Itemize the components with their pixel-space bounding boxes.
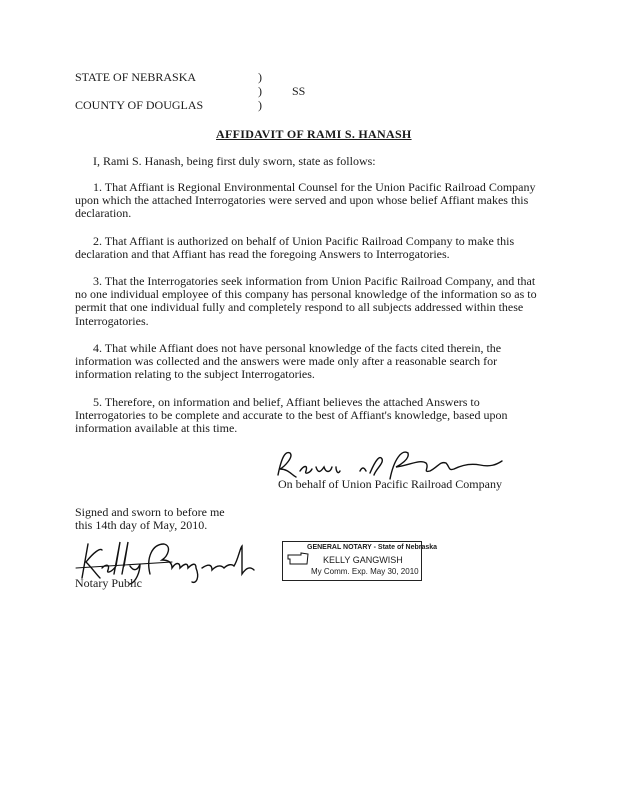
stamp-line-1: GENERAL NOTARY - State of Nebraska [307, 544, 438, 551]
stamp-line-3: My Comm. Exp. May 30, 2010 [311, 567, 419, 576]
stamp-line-2: KELLY GANGWISH [323, 555, 403, 565]
jurat-line-2: this 14th day of May, 2010. [75, 518, 208, 532]
paragraph-4: 4. That while Affiant does not have personal knowledge of the facts cited therein, the information was collected and the answers were made only after a reasonable search for information relating to the subject Interrogatories. [75, 341, 502, 382]
paragraph-3: 3. That the Interrogatories seek information from Union Pacific Railroad Company, and that no one individual employee of this company has personal knowledge of the information so as to permit that one individual fully and completely respond to all subjects addressed within these Interrogatories. [75, 274, 537, 328]
intro-statement: I, Rami S. Hanash, being first duly sworn, state as follows: [93, 154, 376, 168]
caption-paren: ) [258, 70, 262, 84]
affiant-block: On behalf of Union Pacific Railroad Company [278, 477, 502, 491]
document-title: AFFIDAVIT OF RAMI S. HANASH [216, 127, 412, 141]
jurat-line-1: Signed and sworn to before me [75, 505, 225, 519]
caption-paren: ) [258, 98, 262, 112]
paragraph-1: 1. That Affiant is Regional Environmental Counsel for the Union Pacific Railroad Company upon which the attached Interrogatories were served and upon whose belief Affiant makes this declaration. [75, 180, 536, 221]
caption-county: COUNTY OF DOUGLAS [75, 98, 204, 112]
notary-label: Notary Public [75, 576, 142, 590]
paragraph-5: 5. Therefore, on information and belief, Affiant believes the attached Answers to Interrogatories to be complete and accurate to the best of Affiant's knowledge, based upon information available at this time. [75, 395, 508, 436]
caption-ss: SS [292, 84, 306, 98]
notary-stamp [282, 541, 438, 581]
caption-paren: ) [258, 84, 262, 98]
paragraph-2: 2. That Affiant is authorized on behalf of Union Pacific Railroad Company to make this declaration and that Affiant has read the foregoing Answers to Interrogatories. [75, 234, 515, 262]
caption-state: STATE OF NEBRASKA [75, 70, 197, 84]
nebraska-state-icon [287, 552, 309, 566]
